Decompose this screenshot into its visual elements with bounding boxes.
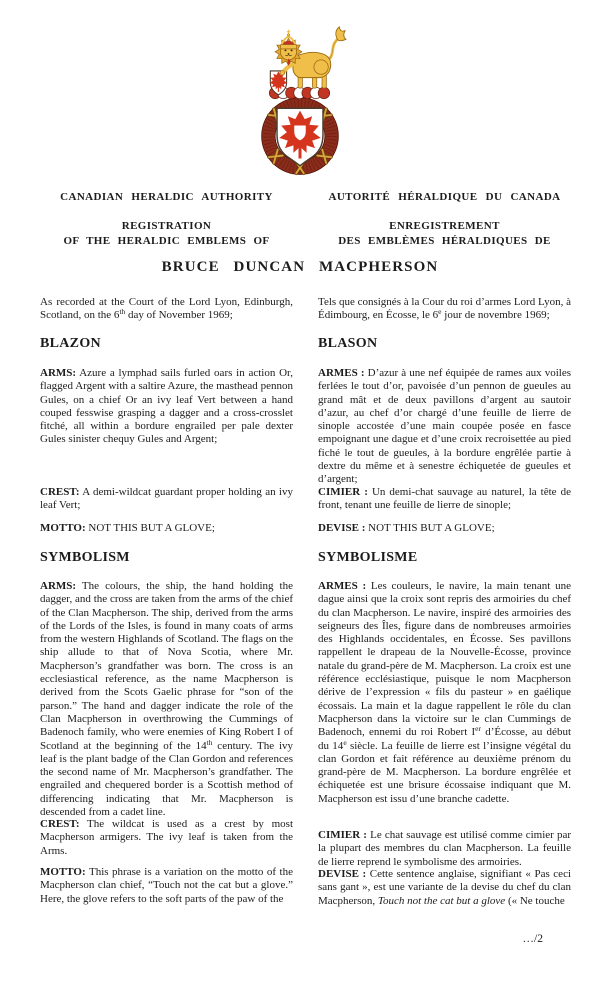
lion-icon	[270, 27, 346, 95]
symbolism-heading-fr: SYMBOLISME	[318, 550, 418, 565]
symbolism-motto-fr: DEVISE : Cette sentence anglaise, signifiant « Pas ceci sans gant », est une variante de la devise du chef du clan Macpherson, Touch not the cat but a glove (« Ne touche	[318, 868, 572, 907]
org-header-row	[40, 191, 571, 203]
blazon-motto-en: MOTTO: NOT THIS BUT A GLOVE;	[40, 522, 215, 534]
org-name-fr: AUTORITÉ HÉRALDIQUE DU CANADA	[328, 191, 561, 203]
blazon-arms-en: ARMS: Azure a lymphad sails furled oars in action Or, flagged Argent with a saltire Azure, the masthead pennon Gules, on a chief Or an ivy leaf Vert between a hand couped fesswise grasping a dagger and a cross-crosslet fitché, all within a bordure engrailed per pale dexter Gules sinister chequy Gules and Argent;	[40, 367, 293, 446]
blazon-arms-fr: ARMES : D’azur à une nef équipée de rames aux voiles ferlées le tout d’or, pavoisée d’un pennon de gueules au grand mât et de deux pavillons d’argent au sautoir d’azur, au chef d’or chargé d’une feuille de lierre de sinople accostée d’une main coupée posée en fasce empoignant une dague et d’une croix recroisettée au pied fiché le tout de gueules, à la bordure engrêlée partie à dextre du même et à senestre échiquetée de gueules et d’argent;	[318, 367, 571, 486]
blazon-motto-fr: DEVISE : NOT THIS BUT A GLOVE;	[318, 522, 495, 534]
registration-title-en	[40, 219, 293, 249]
recording-statement-fr: Tels que consignés à la Cour du roi d’armes Lord Lyon, à Édimbourg, en Écosse, le 6e jour de novembre 1969;	[318, 296, 571, 322]
blazon-crest-en: CREST: A demi-wildcat guardant proper holding an ivy leaf Vert;	[40, 486, 293, 512]
registration-title-fr-line1: ENREGISTREMENT	[389, 220, 500, 232]
blazon-crest-fr: CIMIER : Un demi-chat sauvage au naturel, la tête de front, tenant une feuille de lierre de sinople;	[318, 486, 571, 512]
registration-title-en-line2: OF THE HERALDIC EMBLEMS OF	[63, 235, 270, 247]
symbolism-arms-en: ARMS: The colours, the ship, the hand holding the dagger, and the cross are taken from the arms of the chief of the Clan Macpherson. The ship, derived from the arms of the Lords of the Isles, is found in many coats of arms from the western Highlands of Scotland. The flags on the ship allude to that of Nova Scotia, where Mr. Macpherson’s grandfather was born. The cross is an ecclesiastical reference, as the name Macpherson is derived from the Scots Gaelic phrase for “son of the parson.” The hand and dagger indicate the role of the Clan Macpherson in overthrowing the Cummings of Badenoch family, who were enemies of King Robert I of Scotland at the beginning of the 14th century. The ivy leaf is the plant badge of the Clan Gordon and references the second name of Mr. Macpherson’s grandfather. The engrailed and chequered border is a Scottish method of differencing indicating that Mr. Macpherson is descended from a cadet line.	[40, 580, 293, 819]
registration-title-row	[40, 219, 571, 249]
symbolism-motto-en: MOTTO: This phrase is a variation on the motto of the Macpherson clan chief, “Touch not the cat but a glove.” Here, the glove refers to the soft parts of the paw of the	[40, 866, 293, 905]
symbolism-crest-fr: CIMIER : Le chat sauvage est utilisé comme cimier par la plupart des membres du clan Macpherson. La feuille de lierre reprend le symbolisme des armoiries.	[318, 829, 571, 868]
registration-title-fr	[318, 219, 571, 249]
bilingual-columns	[40, 296, 571, 956]
blazon-heading-fr: BLASON	[318, 336, 378, 351]
registration-title-fr-line2: DES EMBLÈMES HÉRALDIQUES DE	[338, 235, 551, 247]
blazon-heading-en: BLAZON	[40, 336, 101, 351]
column-english	[40, 296, 293, 956]
symbolism-heading-en: SYMBOLISM	[40, 550, 130, 565]
symbolism-arms-fr: ARMES : Les couleurs, le navire, la main tenant une dague ainsi que la croix sont repris des armoiries du chef du clan Macpherson. Le navire, inspiré des armoiries des seigneurs des Îles, figure dans de nombreuses armoiries des Highlands occidentales, en Écosse. Ses pavillons rappellent le drapeau de la Nouvelle-Écosse, province natale du grand-père de M. Macpherson. La croix est une référence ecclésiastique, puisque le nom Macpherson dérive de l’expression « fils du pasteur » en gaélique écossais. La main et la dague rappellent le rôle du clan Macpherson dans la victoire sur le clan Cummings de Badenoch, ennemi du roi Robert Ier d’Écosse, au début du 14e siècle. La feuille de lierre est l’insigne végétal du clan Gordon et fait référence au deuxième prénom du grand-père de M. Macpherson. La bordure engrêlée et échiquetée est une brisure écossaise indiquant que M. Macpherson est issu d’une branche cadette.	[318, 580, 572, 805]
registration-title-en-line1: REGISTRATION	[121, 220, 212, 232]
column-french	[318, 296, 571, 956]
canadian-heraldic-authority-badge	[228, 24, 372, 182]
recording-statement-en: As recorded at the Court of the Lord Lyon, Edinburgh, Scotland, on the 6th day of November 1969;	[40, 296, 293, 322]
symbolism-crest-en: CREST: The wildcat is used as a crest by most Macpherson armigers. The ivy leaf is taken from the Arms.	[40, 818, 293, 857]
page-continuation-indicator: …/2	[522, 933, 543, 945]
armiger-name: BRUCE DUNCAN MACPHERSON	[161, 259, 439, 275]
org-name-en: CANADIAN HERALDIC AUTHORITY	[60, 191, 273, 203]
